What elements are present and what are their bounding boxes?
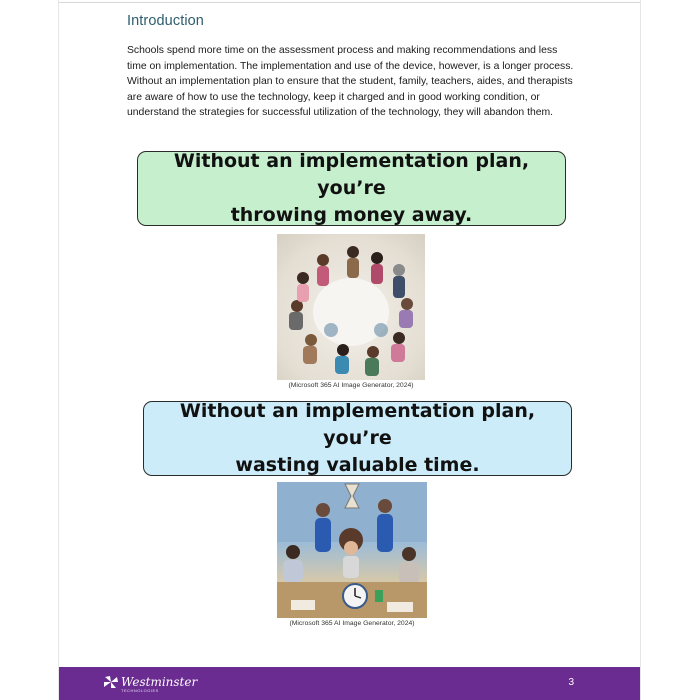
logo-text: Westminster [121,675,198,689]
callout-money-line1: Without an implementation plan, you’re [173,150,530,199]
logo-subtext: TECHNOLOGIES [121,688,159,693]
stressed-meeting-image [277,482,427,618]
figure-caption-1: (Microsoft 365 AI Image Generator, 2024) [288,382,414,389]
westminster-logo [103,675,197,689]
circle-of-people-image [277,234,425,380]
circle-of-people-illustration [277,234,425,380]
callout-time-line2: wasting valuable time. [235,454,480,476]
callout-money-line2: throwing money away. [230,204,473,226]
callout-money [137,151,566,226]
callout-time [143,401,572,476]
intro-paragraph: Schools spend more time on the assessment process and making recommendations and less time on implementation. The implementation and use of the device, however, is a longer process. Without an implementation plan to ensure that the student, family, teachers, aides, and therapists are aware of how to use the technology, keep it charged and in good working condition, or understand the strategies for successful utilization of the technology, they will abandon them. [127,45,574,119]
callout-time-line1: Without an implementation plan, you’re [179,400,536,449]
figure-caption-2: (Microsoft 365 AI Image Generator, 2024) [289,620,415,627]
page-number: 3 [568,677,574,688]
stressed-meeting-illustration [277,482,427,618]
section-heading: Introduction [127,13,204,29]
top-divider [59,2,640,3]
pinwheel-logo-icon [103,675,119,689]
document-page [58,0,641,700]
page-footer [59,667,640,700]
